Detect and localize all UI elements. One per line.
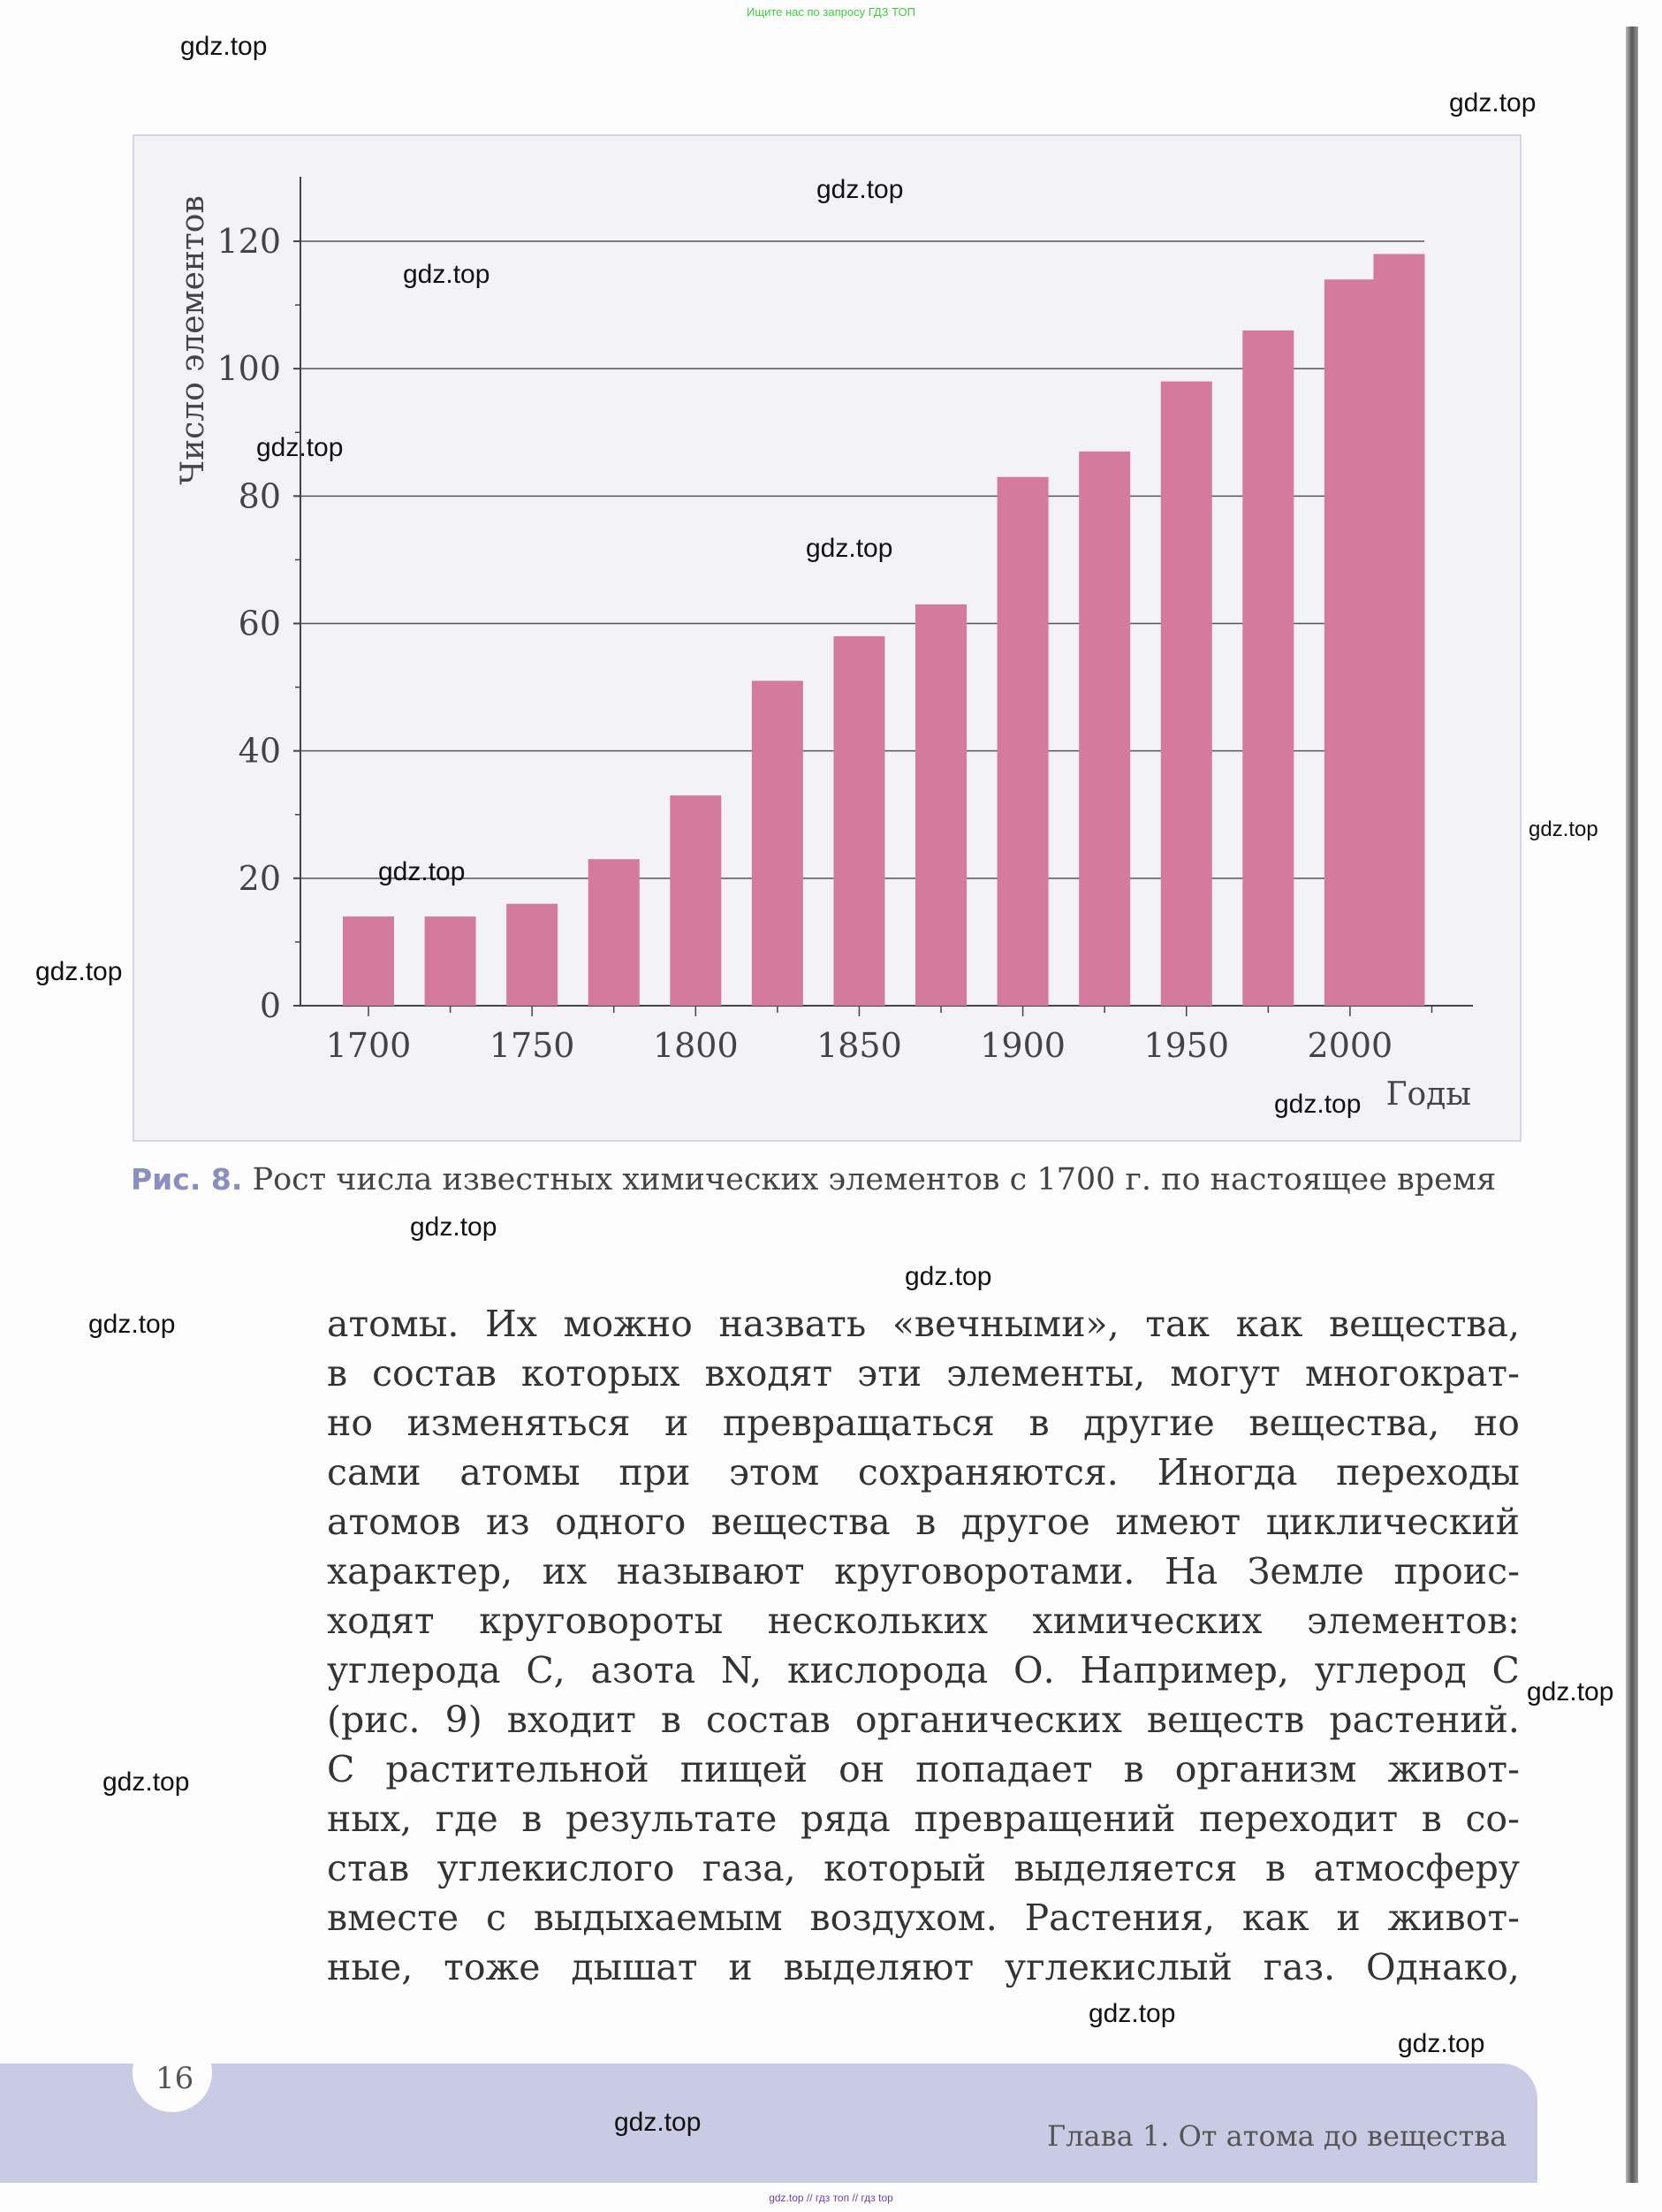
word: круговороты <box>479 1600 724 1642</box>
watermark: gdz.top <box>1398 2029 1485 2058</box>
word: атомов <box>327 1501 461 1543</box>
word: входит <box>506 1699 636 1741</box>
y-tick-label: 100 <box>216 349 281 389</box>
word: как <box>1235 1303 1303 1345</box>
word: из <box>485 1501 530 1543</box>
x-axis-label: Годы <box>1385 1076 1471 1113</box>
word: которых <box>520 1352 680 1395</box>
text-line <box>327 1349 1520 1398</box>
word: в <box>1421 1798 1442 1840</box>
figure-caption <box>131 1159 1527 1200</box>
word: ряда <box>801 1798 891 1840</box>
watermark: gdz.top <box>1449 88 1537 118</box>
bar-1750 <box>506 904 558 1006</box>
word: выделяется <box>1013 1847 1238 1889</box>
word: газа, <box>702 1847 796 1889</box>
word: Иногда <box>1157 1451 1298 1494</box>
word: выделяют <box>783 1946 975 1988</box>
word: веществ <box>1146 1699 1305 1741</box>
watermark: gdz.top <box>35 957 123 986</box>
word: со- <box>1465 1798 1520 1840</box>
word: Их <box>485 1303 537 1345</box>
watermark: gdz.top <box>614 2108 702 2137</box>
caption-label: Рис. 8. <box>131 1162 243 1197</box>
word: называют <box>616 1550 805 1592</box>
body-text <box>327 1299 1520 1992</box>
watermark: gdz.top <box>88 1310 176 1339</box>
page-number: 16 <box>156 2061 194 2096</box>
word: живот- <box>1387 1897 1520 1939</box>
word: другое <box>960 1501 1090 1543</box>
watermark: gdz.top <box>1527 1677 1614 1707</box>
word: вещества <box>710 1501 891 1543</box>
y-tick-label: 20 <box>238 858 281 898</box>
word: эти <box>857 1352 922 1395</box>
word: На <box>1165 1550 1218 1592</box>
word: став <box>327 1847 410 1889</box>
bar-1875 <box>915 604 967 1006</box>
bar-1800 <box>670 795 721 1006</box>
text-line <box>327 1646 1520 1695</box>
word: в <box>660 1699 682 1741</box>
word: атмосферу <box>1313 1847 1520 1889</box>
word: элементы, <box>946 1352 1146 1395</box>
word: в <box>521 1798 543 1840</box>
word: Земле <box>1247 1550 1364 1592</box>
word: 9) <box>444 1699 482 1741</box>
word: С, <box>526 1649 565 1691</box>
word: вещества, <box>1248 1402 1440 1444</box>
x-tick-label: 1900 <box>980 1026 1066 1065</box>
word: и <box>728 1946 753 1988</box>
word: растений. <box>1329 1699 1520 1741</box>
text-line <box>327 1398 1520 1448</box>
word: назвать <box>718 1303 867 1345</box>
word: углекислый <box>1005 1946 1233 1988</box>
word: ных, <box>327 1798 413 1840</box>
word: этом <box>728 1451 820 1494</box>
bar-1850 <box>833 636 884 1006</box>
word: органических <box>854 1699 1122 1741</box>
bar-2000 <box>1324 279 1376 1006</box>
word: многократ- <box>1305 1352 1520 1395</box>
y-tick-label: 60 <box>238 604 281 643</box>
y-tick-label: 40 <box>238 731 281 771</box>
word: изменяться <box>406 1402 631 1444</box>
word: Растения, <box>1024 1897 1216 1939</box>
word: воздухом. <box>809 1897 998 1939</box>
y-tick-label: 120 <box>216 222 281 261</box>
text-line <box>327 1497 1520 1547</box>
word: превращений <box>914 1798 1176 1840</box>
bar-1725 <box>425 916 476 1006</box>
word: N, <box>720 1649 763 1691</box>
text-line <box>327 1299 1520 1349</box>
word: вещества, <box>1329 1303 1520 1345</box>
word: в <box>1028 1402 1050 1444</box>
word: пищей <box>679 1748 808 1790</box>
text-line <box>327 1695 1520 1745</box>
watermark: gdz.top <box>256 433 344 462</box>
word: где <box>435 1798 498 1840</box>
word: и <box>1336 1897 1361 1939</box>
word: так <box>1145 1303 1210 1345</box>
word: могут <box>1170 1352 1281 1395</box>
watermark: gdz.top <box>410 1212 497 1242</box>
word: в <box>915 1501 937 1543</box>
word: в <box>1123 1748 1144 1790</box>
word: при <box>619 1451 691 1494</box>
y-tick-label: 0 <box>259 986 281 1025</box>
word: углерод <box>1314 1649 1467 1691</box>
bar-1700 <box>343 916 394 1006</box>
text-line <box>327 1843 1520 1893</box>
word: нескольких <box>767 1600 988 1642</box>
word: С <box>327 1748 355 1790</box>
word: результате <box>565 1798 778 1840</box>
bar-1950 <box>1161 382 1212 1006</box>
word: Однако, <box>1366 1946 1520 1988</box>
word: Например, <box>1080 1649 1289 1691</box>
word: который <box>823 1847 987 1889</box>
word: в <box>1264 1847 1286 1889</box>
word: атомы. <box>327 1303 459 1345</box>
word: характер, <box>327 1550 513 1592</box>
word: С <box>1491 1649 1520 1691</box>
watermark: gdz.top <box>102 1767 190 1797</box>
word: атомы <box>459 1451 581 1494</box>
word: «вечными», <box>892 1303 1119 1345</box>
word: сохраняются. <box>857 1451 1119 1494</box>
word: вместе <box>327 1897 459 1939</box>
x-tick-label: 1850 <box>816 1026 902 1065</box>
top-note: Ищите нас по запросу ГДЗ ТОП <box>747 5 915 19</box>
word: циклический <box>1265 1501 1520 1543</box>
x-tick-label: 2000 <box>1307 1026 1393 1065</box>
watermark: gdz.top <box>1529 817 1598 841</box>
watermark: gdz.top <box>378 857 466 886</box>
word: но <box>1473 1402 1520 1444</box>
text-line <box>327 1893 1520 1942</box>
watermark: gdz.top <box>403 260 490 289</box>
watermark: gdz.top <box>905 1262 992 1291</box>
watermark: gdz.top <box>1089 1999 1176 2028</box>
text-line <box>327 1596 1520 1646</box>
word: в <box>327 1352 348 1395</box>
word: организм <box>1174 1748 1357 1790</box>
bottom-note: gdz.top // гдз топ // гдз top <box>769 2192 893 2204</box>
word: азота <box>590 1649 696 1691</box>
word: элементов: <box>1306 1600 1520 1642</box>
word: сами <box>327 1451 421 1494</box>
watermark: gdz.top <box>1274 1090 1362 1119</box>
word: дышат <box>571 1946 698 1988</box>
word: проис- <box>1393 1550 1520 1592</box>
text-line <box>327 1794 1520 1843</box>
x-tick-label: 1950 <box>1143 1026 1230 1065</box>
word: ходят <box>327 1600 435 1642</box>
word: имеют <box>1115 1501 1241 1543</box>
text-line <box>327 1942 1520 1992</box>
word: (рис. <box>327 1699 421 1741</box>
bar-1775 <box>588 859 640 1006</box>
text-line <box>327 1547 1520 1596</box>
word: их <box>542 1550 588 1592</box>
word: попадает <box>915 1748 1093 1790</box>
word: состав <box>372 1352 497 1395</box>
x-tick-label: 1750 <box>489 1026 575 1065</box>
caption-text: Рост числа известных химических элементов с 1700 г. по настоящее время <box>242 1162 1497 1197</box>
bar-1925 <box>1079 452 1130 1006</box>
word: химических <box>1032 1600 1263 1642</box>
word: с <box>486 1897 506 1939</box>
word: углекислого <box>436 1847 675 1889</box>
word: растительной <box>385 1748 649 1790</box>
chapter-title: Глава 1. От атома до вещества <box>1047 2119 1507 2153</box>
watermark: gdz.top <box>180 32 268 61</box>
word: входят <box>704 1352 833 1395</box>
word: состав <box>706 1699 831 1741</box>
word: переходы <box>1336 1451 1520 1494</box>
y-tick-label: 80 <box>238 476 281 516</box>
word: круговоротами. <box>834 1550 1135 1592</box>
text-line <box>327 1448 1520 1497</box>
text-line <box>327 1745 1520 1794</box>
word: но <box>327 1402 374 1444</box>
word: О. <box>1013 1649 1055 1691</box>
bar-1975 <box>1242 331 1294 1006</box>
word: переходит <box>1199 1798 1399 1840</box>
watermark: gdz.top <box>806 534 893 563</box>
y-axis-label: Число элементов <box>175 195 211 485</box>
word: выдыхаемым <box>533 1897 783 1939</box>
word: углерода <box>327 1649 501 1691</box>
word: тоже <box>444 1946 541 1988</box>
word: он <box>839 1748 885 1790</box>
x-tick-label: 1700 <box>325 1026 412 1065</box>
word: одного <box>555 1501 687 1543</box>
word: кислорода <box>786 1649 989 1691</box>
word: как <box>1241 1897 1309 1939</box>
word: превращаться <box>722 1402 995 1444</box>
word: живот- <box>1387 1748 1520 1790</box>
bar-1825 <box>752 680 803 1006</box>
bar-2015 <box>1373 254 1424 1006</box>
word: ные, <box>327 1946 414 1988</box>
bar-1900 <box>998 477 1049 1006</box>
word: другие <box>1083 1402 1215 1444</box>
word: можно <box>563 1303 693 1345</box>
word: газ. <box>1263 1946 1336 1988</box>
word: и <box>664 1402 689 1444</box>
watermark: gdz.top <box>816 175 904 204</box>
x-tick-label: 1800 <box>652 1026 739 1065</box>
